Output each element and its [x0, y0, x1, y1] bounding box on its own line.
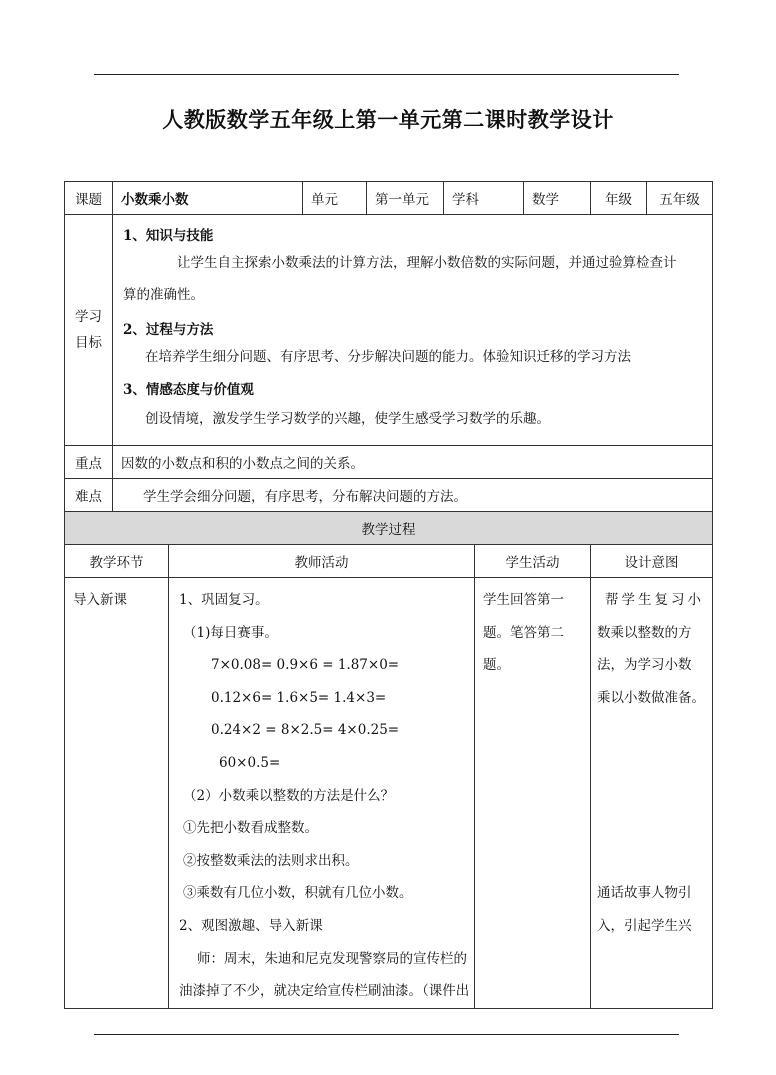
objective-text-2: 在培养学生细分问题、有序思考、分步解决问题的能力。体验知识迁移的学习方法 — [145, 349, 631, 365]
objective-heading-3: 3、情感态度与价值观 — [123, 382, 254, 398]
objective-heading-2: 2、过程与方法 — [123, 322, 214, 338]
stage-cell — [65, 578, 169, 1009]
teacher-line: 0.24×2 = 8×2.5= 4×0.25= — [211, 722, 400, 739]
student-line: 学生回答第一 — [483, 592, 564, 608]
process-title-row — [65, 512, 713, 545]
intent-line: 法，为学习小数 — [597, 657, 692, 674]
header-rule — [94, 74, 679, 75]
teacher-line: ③乘数有几位小数，积就有几位小数。 — [183, 885, 413, 902]
teacher-line: （1)每日赛事。 — [183, 624, 278, 641]
key-point-text: 因数的小数点和积的小数点之间的关系。 — [113, 446, 713, 479]
intent-line: 乘以小数做准备。 — [597, 689, 705, 706]
intent-line: 通话故事人物引 — [597, 885, 692, 902]
design-intent-cell — [591, 578, 713, 1009]
intent-line: 入，引起学生兴 — [597, 917, 692, 934]
info-row — [65, 182, 713, 215]
key-point-row — [65, 446, 713, 479]
objectives-label — [65, 215, 113, 446]
teacher-line: ①先把小数看成整数。 — [183, 820, 318, 837]
col-teacher-header: 教师活动 — [169, 545, 475, 578]
objectives-content — [113, 215, 713, 446]
objective-text-3: 创设情境，激发学生学习数学的兴趣，使学生感受学习数学的乐趣。 — [145, 411, 550, 427]
student-line: 题。 — [483, 657, 510, 674]
student-line: 题。笔答第二 — [483, 624, 564, 641]
objective-heading-1: 1、知识与技能 — [123, 228, 214, 244]
intent-spacer — [597, 714, 704, 877]
process-column-headers — [65, 545, 713, 578]
key-point-label: 重点 — [65, 446, 113, 479]
topic-label: 课题 — [65, 182, 113, 215]
page-title: 人教版数学五年级上第一单元第二课时教学设计 — [162, 107, 614, 132]
col-intent-header: 设计意图 — [591, 545, 713, 578]
process-row — [65, 578, 713, 1009]
difficulty-row — [65, 479, 713, 512]
difficulty-label: 难点 — [65, 479, 113, 512]
unit-label: 单元 — [303, 182, 367, 215]
student-activity-cell — [475, 578, 591, 1009]
teacher-line: 60×0.5= — [219, 754, 281, 771]
stage-label: 导入新课 — [73, 592, 127, 608]
subject-label: 学科 — [444, 182, 524, 215]
col-stage-header: 教学环节 — [65, 545, 169, 578]
intent-line: 数乘以整数的方 — [597, 624, 692, 641]
process-title: 教学过程 — [65, 512, 713, 545]
footer-rule — [94, 1034, 679, 1035]
col-student-header: 学生活动 — [475, 545, 591, 578]
teacher-line: 7×0.08= 0.9×6 = 1.87×0= — [211, 657, 400, 674]
lesson-plan-table — [64, 181, 713, 1009]
topic-value: 小数乘小数 — [113, 182, 303, 215]
difficulty-text: 学生学会细分问题，有序思考，分布解决问题的方法。 — [113, 479, 713, 512]
objective-text-1: 让学生自主探索小数乘法的计算方法，理解小数倍数的实际问题，并通过验算检查计算的准确性。 — [123, 255, 677, 303]
objectives-label-line1: 学习 — [75, 309, 102, 325]
teacher-line: 油漆掉了不少，就决定给宣传栏刷油漆。（课件出 — [179, 983, 470, 1000]
teacher-line: 师：周末，朱迪和尼克发现警察局的宣传栏的 — [197, 950, 467, 967]
grade-label: 年级 — [591, 182, 647, 215]
teacher-line: ②按整数乘法的法则求出积。 — [183, 852, 359, 869]
objectives-row — [65, 215, 713, 446]
objectives-label-line2: 目标 — [75, 335, 102, 351]
intent-line: 帮学生复习小 — [605, 592, 704, 608]
teacher-activity-cell — [169, 578, 475, 1009]
unit-value: 第一单元 — [367, 182, 444, 215]
teacher-line: 1、巩固复习。 — [179, 592, 269, 608]
teacher-line: 0.12×6= 1.6×5= 1.4×3= — [211, 689, 387, 706]
teacher-line: 2、观图激趣、导入新课 — [179, 917, 323, 934]
grade-value: 五年级 — [647, 182, 713, 215]
teacher-line: （2）小数乘以整数的方法是什么？ — [183, 787, 395, 804]
subject-value: 数学 — [524, 182, 591, 215]
